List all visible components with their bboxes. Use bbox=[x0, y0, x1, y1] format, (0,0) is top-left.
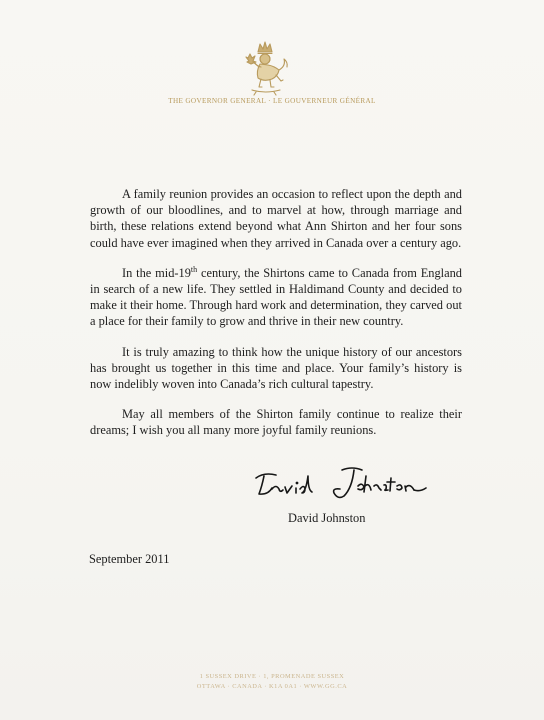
handwritten-signature bbox=[250, 462, 440, 510]
office-title: THE GOVERNOR GENERAL · LE GOUVERNEUR GÉNÉRAL bbox=[168, 97, 376, 105]
address-footer bbox=[0, 672, 544, 692]
letter-date: September 2011 bbox=[89, 552, 170, 566]
signer-name: David Johnston bbox=[288, 511, 366, 525]
address-line-2: OTTAWA · CANADA · K1A 0A1 · WWW.GG.CA bbox=[196, 683, 348, 690]
paragraph-3: It is truly amazing to think how the unique history of our ancestors has brought us together in this time and place. Your family’s history is now indelibly woven into Canada’s rich cultural tapestry. bbox=[90, 344, 462, 392]
paragraph-1: A family reunion provides an occasion to reflect upon the depth and growth of our bloodlines, and to marvel at how, through marriage and birth, these relations extend beyond what Ann Shirton and her four sons could have ever imagined when they arrived in Canada over a century ago. bbox=[90, 187, 462, 250]
address-line-1: 1 SUSSEX DRIVE · 1, PROMENADE SUSSEX bbox=[199, 673, 345, 680]
letter-body bbox=[90, 186, 462, 453]
ordinal-suffix: th bbox=[190, 264, 198, 274]
paragraph-2-start: In the mid-19 bbox=[122, 265, 191, 280]
paragraph-2 bbox=[90, 265, 462, 330]
royal-lion-crest-icon bbox=[234, 38, 296, 98]
paragraph-2-rest: century, the Shirtons came to Canada from England in search of a new life. They settled in Haldimand County and decided to make it their home. Through hard work and determination, they carved out a place for their family to grow and thrive in their new country. bbox=[90, 265, 462, 329]
paragraph-4: May all members of the Shirton family continue to realize their dreams; I wish you all many more joyful family reunions. bbox=[90, 407, 462, 438]
